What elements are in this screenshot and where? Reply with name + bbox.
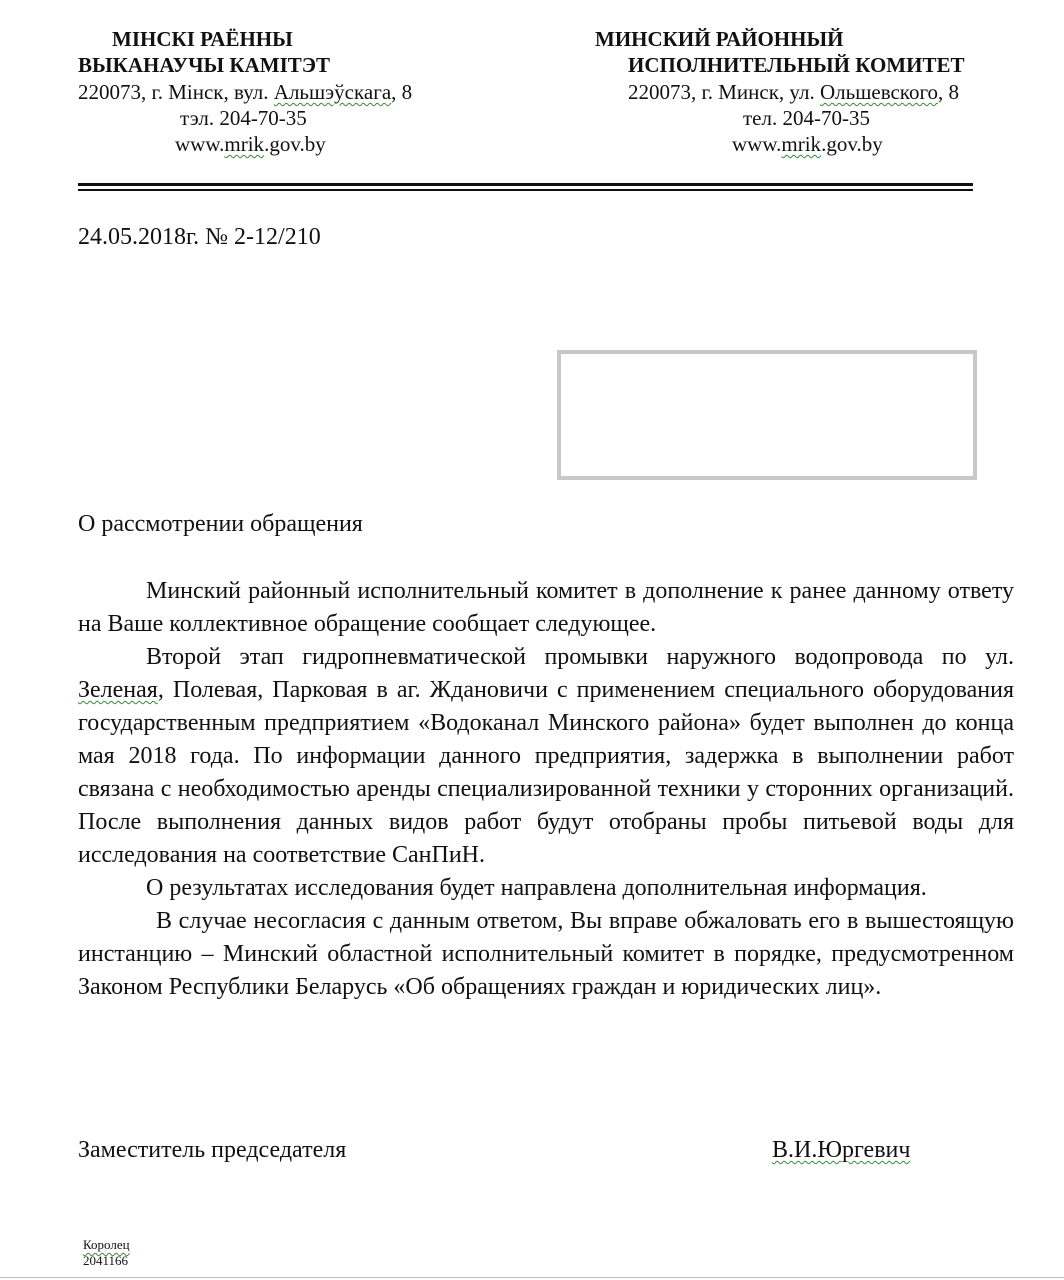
header-by-line2: ВЫКАНАУЧЫ КАМІТЭТ [78, 53, 331, 77]
letter-body [78, 575, 1014, 1004]
header-rule-thin [78, 189, 973, 191]
signature-name: В.И.Юргевич [772, 1137, 911, 1163]
executor-name: Королец [83, 1237, 130, 1252]
body-paragraph-2: Второй этап гидропневматической промывки наружного водопровода по ул. Зеленая, Полевая, Парковая в аг. Ждановичи с применением специального оборудования государственным предприятием «Водоканал Минского района» будет выполнен до конца мая 2018 года. По информации данного предприятия, задержка в выполнении работ связана с необходимостью аренды специализированной техники у сторонних организаций. После выполнения данных видов работ будут отобраны пробы питьевой воды для исследования на соответствие СанПиН. [78, 644, 1014, 868]
header-ru-address: 220073, г. Минск, ул. Ольшевского, 8 [628, 80, 960, 104]
header-by-line1: МІНСКІ РАЁННЫ [112, 27, 293, 51]
body-paragraph-4: В случае несогласия с данным ответом, Вы вправе обжаловать его в вышестоящую инстанцию – Минский областной исполнительный комитет в порядке, предусмотренном Законом Республики Беларусь «Об обращениях граждан и юридических лиц». [78, 908, 1014, 1000]
body-paragraph-3: О результатах исследования будет направлена дополнительная информация. [146, 875, 927, 901]
document-date-number: 24.05.2018г. № 2-12/210 [78, 224, 321, 250]
header-by-website: www.mrik.gov.by [175, 132, 326, 156]
header-ru-phone: тел. 204-70-35 [743, 106, 870, 130]
signature-title: Заместитель председателя [78, 1137, 347, 1163]
header-rule-thick [78, 183, 973, 186]
executor-phone: 2041166 [83, 1253, 129, 1268]
addressee-redacted-box [557, 350, 977, 480]
header-by-phone: тэл. 204-70-35 [180, 106, 307, 130]
page-bottom-edge [0, 1277, 1064, 1278]
document-subject: О рассмотрении обращения [78, 511, 363, 537]
header-ru-line1: МИНСКИЙ РАЙОННЫЙ [595, 27, 844, 51]
header-by-address: 220073, г. Мінск, вул. Альшэўскага, 8 [78, 80, 413, 104]
header-ru-website: www.mrik.gov.by [732, 132, 883, 156]
body-paragraph-1: Минский районный исполнительный комитет в дополнение к ранее данному ответу на Ваше коллективное обращение сообщает следующее. [78, 578, 1014, 637]
header-ru-line2: ИСПОЛНИТЕЛЬНЫЙ КОМИТЕТ [628, 53, 965, 77]
